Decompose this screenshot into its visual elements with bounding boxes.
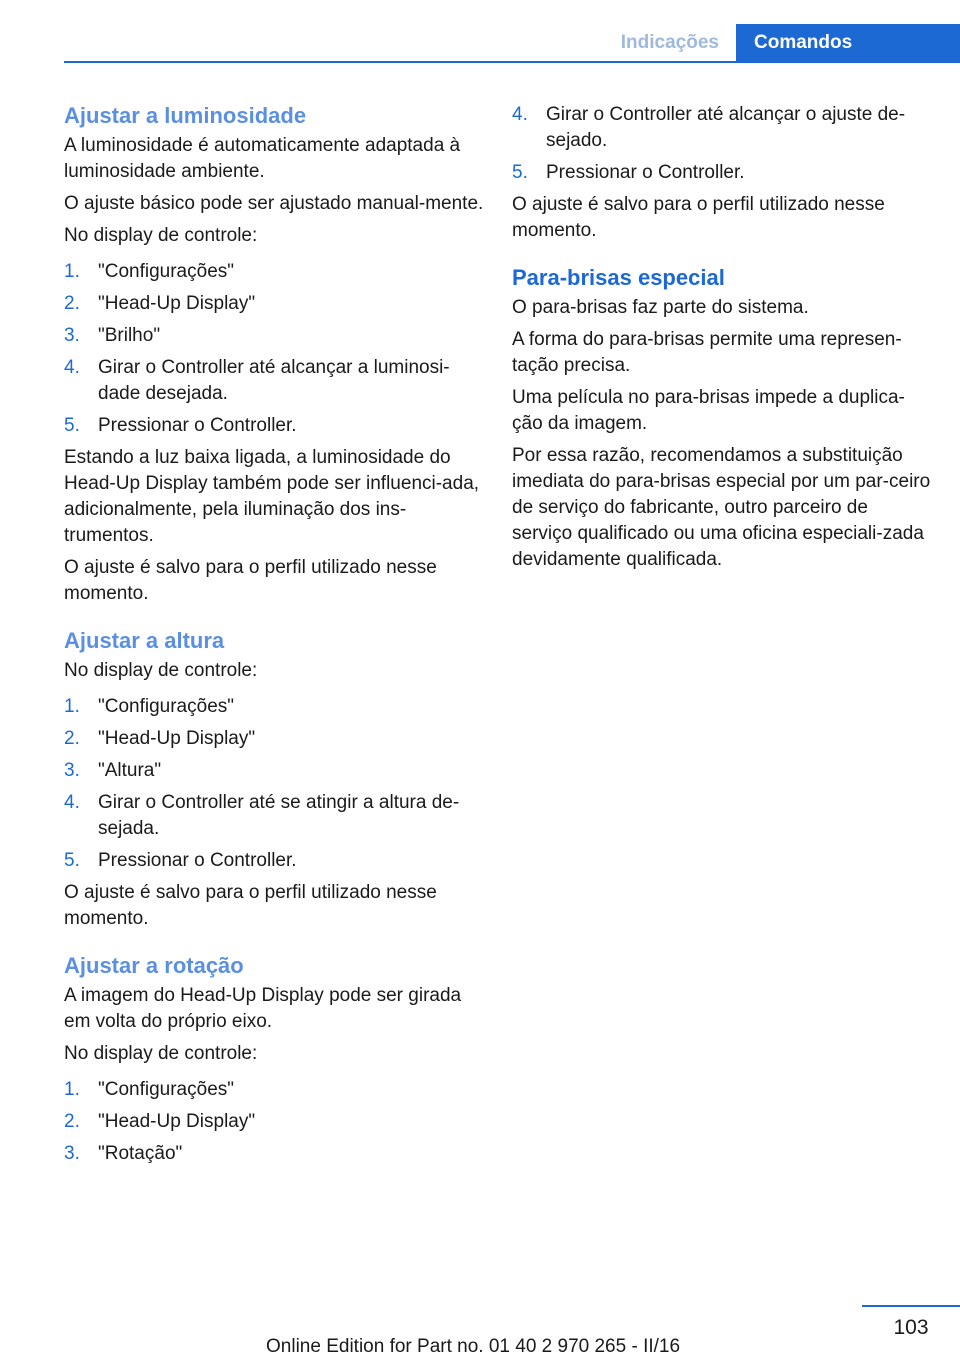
list-item <box>64 694 484 720</box>
paragraph: No display de controle: <box>64 1043 258 1064</box>
step-number: 2. <box>64 293 80 314</box>
step-number: 4. <box>64 357 80 378</box>
step-number: 1. <box>64 696 80 717</box>
paragraph: O ajuste básico pode ser ajustado manual-mente. <box>64 193 484 214</box>
step-text: "Rotação" <box>98 1143 183 1164</box>
steps-list <box>64 694 484 874</box>
list-item <box>64 1109 484 1135</box>
section-title: Ajustar a rotação <box>64 953 244 978</box>
paragraph: A imagem do Head-Up Display pode ser girada em volta do próprio eixo. <box>64 985 462 1032</box>
step-text: "Configurações" <box>98 261 235 282</box>
step-text: "Head-Up Display" <box>98 728 256 749</box>
section-title: Ajustar a altura <box>64 628 225 653</box>
section-altura <box>64 627 484 932</box>
step-number: 2. <box>64 728 80 749</box>
paragraph: No display de controle: <box>64 225 258 246</box>
tab-comandos[interactable]: Comandos <box>736 24 960 62</box>
paragraph: No display de controle: <box>64 660 258 681</box>
paragraph: A luminosidade é automaticamente adaptada à luminosidade ambiente. <box>64 135 461 182</box>
step-number: 4. <box>512 104 528 125</box>
step-text: Pressionar o Controller. <box>98 415 297 436</box>
list-item <box>64 790 484 842</box>
step-number: 3. <box>64 1143 80 1164</box>
paragraph: A forma do para-brisas permite uma represen-tação precisa. <box>512 329 902 376</box>
step-text: Pressionar o Controller. <box>546 162 745 183</box>
list-item <box>64 1077 484 1103</box>
list-item <box>64 848 484 874</box>
list-item <box>64 726 484 752</box>
step-number: 3. <box>64 760 80 781</box>
step-number: 5. <box>64 850 80 871</box>
step-text: "Brilho" <box>98 325 161 346</box>
step-text: Girar o Controller até se atingir a altura de-sejada. <box>98 792 460 839</box>
header-rule <box>64 61 960 63</box>
step-number: 2. <box>64 1111 80 1132</box>
section-title: Para-brisas especial <box>512 265 725 290</box>
tab-indicacoes[interactable]: Indicações <box>603 24 736 62</box>
list-item <box>64 413 484 439</box>
list-item <box>64 323 484 349</box>
list-item <box>64 259 484 285</box>
step-number: 1. <box>64 1079 80 1100</box>
list-item <box>512 160 932 186</box>
steps-list <box>64 1077 484 1167</box>
paragraph: O ajuste é salvo para o perfil utilizado nesse momento. <box>64 882 437 929</box>
step-number: 5. <box>512 162 528 183</box>
paragraph: Por essa razão, recomendamos a substituição imediata do para-brisas especial por um par-ceiro de serviço do fabricante, outro parceiro de serviço qualificado ou uma oficina especiali-zada devidamente qualificada. <box>512 445 931 570</box>
step-text: "Altura" <box>98 760 162 781</box>
paragraph: Uma película no para-brisas impede a duplica-ção da imagem. <box>512 387 905 434</box>
section-para-brisas <box>512 264 932 573</box>
paragraph: Estando a luz baixa ligada, a luminosidade do Head-Up Display também pode ser influenci-ada, adicionalmente, pela iluminação dos ins-trumentos. <box>64 447 480 546</box>
step-number: 3. <box>64 325 80 346</box>
step-text: Girar o Controller até alcançar a luminosi-dade desejada. <box>98 357 450 404</box>
list-item <box>64 758 484 784</box>
list-item <box>64 1141 484 1167</box>
section-luminosidade <box>64 102 484 607</box>
paragraph: O ajuste é salvo para o perfil utilizado nesse momento. <box>512 194 885 241</box>
step-text: Pressionar o Controller. <box>98 850 297 871</box>
steps-list <box>64 259 484 439</box>
header-tabs <box>603 24 960 62</box>
list-item <box>64 291 484 317</box>
list-item <box>512 102 932 154</box>
section-title: Ajustar a luminosidade <box>64 103 307 128</box>
footer-rule <box>862 1305 960 1307</box>
steps-list-continued <box>512 102 932 186</box>
step-number: 4. <box>64 792 80 813</box>
section-rotacao <box>64 952 484 1167</box>
step-number: 1. <box>64 261 80 282</box>
step-text: Girar o Controller até alcançar o ajuste de-sejado. <box>546 104 906 151</box>
right-column <box>512 102 932 573</box>
step-text: "Configurações" <box>98 696 235 717</box>
step-text: "Configurações" <box>98 1079 235 1100</box>
list-item <box>64 355 484 407</box>
step-text: "Head-Up Display" <box>98 1111 256 1132</box>
left-column <box>64 102 484 1173</box>
page-number: 103 <box>893 1316 929 1339</box>
paragraph: O ajuste é salvo para o perfil utilizado nesse momento. <box>64 557 437 604</box>
step-text: "Head-Up Display" <box>98 293 256 314</box>
edition-text: Online Edition for Part no. 01 40 2 970 265 - II/16 <box>266 1336 681 1357</box>
step-number: 5. <box>64 415 80 436</box>
paragraph: O para-brisas faz parte do sistema. <box>512 297 809 318</box>
